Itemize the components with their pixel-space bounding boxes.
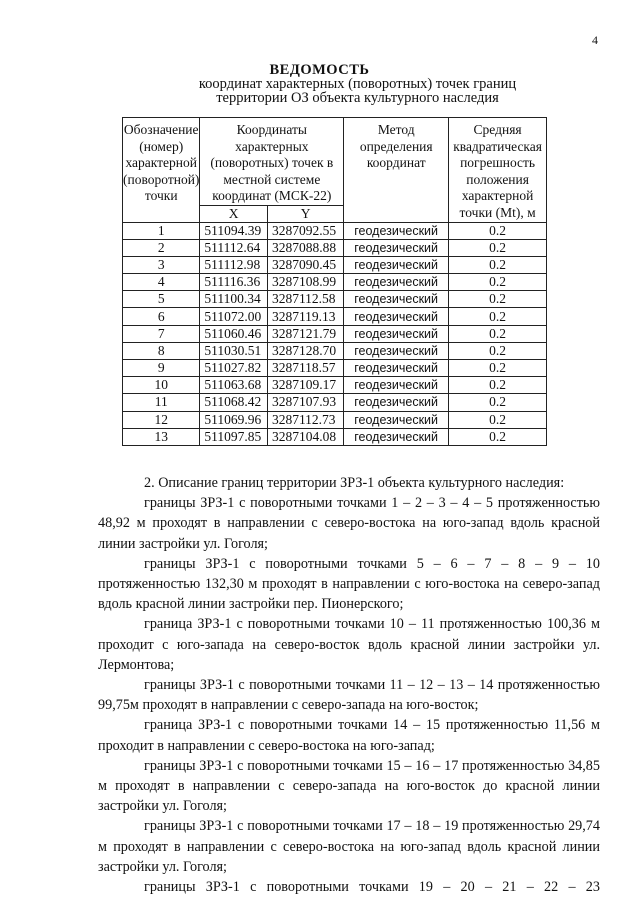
- table-row: [123, 325, 547, 342]
- y-coordinate-cell: 3287119.13: [267, 308, 343, 325]
- description-paragraph: граница ЗРЗ-1 с поворотными точками 14 – 15 протяженностью 11,56 м проходит в направлении с северо-востока на юго-запад;: [98, 717, 600, 754]
- header-point: Обозначение (номер) характерной (поворотной) точки: [123, 118, 200, 223]
- coordinates-table: [122, 117, 547, 446]
- error-cell: 0.2: [449, 377, 547, 394]
- point-number-cell: 8: [123, 342, 200, 359]
- x-coordinate-cell: 511100.34: [200, 291, 268, 308]
- point-number-cell: 11: [123, 394, 200, 411]
- method-cell: геодезический: [344, 342, 449, 359]
- table-row: [123, 239, 547, 256]
- point-number-cell: 13: [123, 428, 200, 445]
- x-coordinate-cell: 511116.36: [200, 274, 268, 291]
- y-coordinate-cell: 3287128.70: [267, 342, 343, 359]
- table-row: [123, 256, 547, 273]
- description-paragraph: границы ЗРЗ-1 с поворотными точками 1 – 2 – 3 – 4 – 5 протяженностью 48,92 м проходят в направлении с северо-востока на юго-запад вдоль красной линии застройки ул. Гоголя;: [98, 495, 600, 552]
- description-heading: 2. Описание границ территории ЗРЗ-1 объекта культурного наследия:: [144, 475, 565, 491]
- point-number-cell: 1: [123, 222, 200, 239]
- method-cell: геодезический: [344, 411, 449, 428]
- error-cell: 0.2: [449, 274, 547, 291]
- x-coordinate-cell: 511027.82: [200, 360, 268, 377]
- error-cell: 0.2: [449, 291, 547, 308]
- method-cell: геодезический: [344, 239, 449, 256]
- point-number-cell: 2: [123, 239, 200, 256]
- method-cell: геодезический: [344, 428, 449, 445]
- error-cell: 0.2: [449, 239, 547, 256]
- point-number-cell: 10: [123, 377, 200, 394]
- title-line-1: координат характерных (поворотных) точек границ: [198, 76, 517, 92]
- y-coordinate-cell: 3287092.55: [267, 222, 343, 239]
- y-coordinate-cell: 3287112.58: [267, 291, 343, 308]
- y-coordinate-cell: 3287108.99: [267, 274, 343, 291]
- table-row: [123, 411, 547, 428]
- y-coordinate-cell: 3287109.17: [267, 377, 343, 394]
- table-row: [123, 360, 547, 377]
- method-cell: геодезический: [344, 360, 449, 377]
- x-coordinate-cell: 511063.68: [200, 377, 268, 394]
- table-row: [123, 394, 547, 411]
- x-coordinate-cell: 511112.98: [200, 256, 268, 273]
- x-coordinate-cell: 511112.64: [200, 239, 268, 256]
- description-paragraph: границы ЗРЗ-1 с поворотными точками 5 – 6 – 7 – 8 – 9 – 10 протяженностью 132,30 м проходят в направлении с юго-востока на северо-запад вдоль красной линии застройки пер. Пионерского;: [98, 555, 600, 613]
- title-heading: ВЕДОМОСТЬ: [269, 62, 370, 78]
- description-paragraph: границы ЗРЗ-1 с поворотными точками 15 – 16 – 17 протяженностью 34,85 м проходят в направлении с северо-запада на юго-восток до красной линии застройки ул. Гоголя;: [98, 757, 600, 815]
- error-cell: 0.2: [449, 411, 547, 428]
- point-number-cell: 7: [123, 325, 200, 342]
- header-y: Y: [267, 205, 343, 222]
- y-coordinate-cell: 3287112.73: [267, 411, 343, 428]
- point-number-cell: 5: [123, 291, 200, 308]
- method-cell: геодезический: [344, 325, 449, 342]
- method-cell: геодезический: [344, 256, 449, 273]
- table-row: [123, 291, 547, 308]
- y-coordinate-cell: 3287107.93: [267, 394, 343, 411]
- x-coordinate-cell: 511060.46: [200, 325, 268, 342]
- header-x: X: [200, 205, 268, 222]
- point-number-cell: 6: [123, 308, 200, 325]
- point-number-cell: 12: [123, 411, 200, 428]
- x-coordinate-cell: 511097.85: [200, 428, 268, 445]
- y-coordinate-cell: 3287121.79: [267, 325, 343, 342]
- table-row: [123, 274, 547, 291]
- title-line-2: территории ОЗ объекта культурного наследия: [216, 90, 499, 106]
- x-coordinate-cell: 511030.51: [200, 342, 268, 359]
- method-cell: геодезический: [344, 308, 449, 325]
- error-cell: 0.2: [449, 222, 547, 239]
- method-cell: геодезический: [344, 394, 449, 411]
- boundary-description: [98, 473, 600, 897]
- error-cell: 0.2: [449, 428, 547, 445]
- error-cell: 0.2: [449, 394, 547, 411]
- error-cell: 0.2: [449, 325, 547, 342]
- table-row: [123, 428, 547, 445]
- table-row: [123, 342, 547, 359]
- error-cell: 0.2: [449, 308, 547, 325]
- header-method: Метод определения координат: [344, 118, 449, 223]
- table-row: [123, 308, 547, 325]
- description-paragraph: границы ЗРЗ-1 с поворотными точками 19 – 20 – 21 – 22 – 23: [144, 879, 600, 896]
- description-paragraph: границы ЗРЗ-1 с поворотными точками 11 – 12 – 13 – 14 протяженностью 99,75м проходят в направлении с северо-запада на юго-восток;: [98, 677, 600, 714]
- x-coordinate-cell: 511072.00: [200, 308, 268, 325]
- y-coordinate-cell: 3287104.08: [267, 428, 343, 445]
- document-title: [0, 63, 639, 105]
- header-error: Средняя квадратическая погрешность положения характерной точки (Mt), м: [449, 118, 547, 223]
- error-cell: 0.2: [449, 256, 547, 273]
- error-cell: 0.2: [449, 342, 547, 359]
- method-cell: геодезический: [344, 274, 449, 291]
- point-number-cell: 3: [123, 256, 200, 273]
- description-paragraph: граница ЗРЗ-1 с поворотными точками 10 – 11 протяженностью 100,36 м проходит с юго-запада на северо-восток вдоль красной линии застройки ул. Лермонтова;: [98, 616, 600, 673]
- method-cell: геодезический: [344, 291, 449, 308]
- table-row: [123, 222, 547, 239]
- point-number-cell: 4: [123, 274, 200, 291]
- x-coordinate-cell: 511068.42: [200, 394, 268, 411]
- error-cell: 0.2: [449, 360, 547, 377]
- table-row: [123, 377, 547, 394]
- x-coordinate-cell: 511094.39: [200, 222, 268, 239]
- method-cell: геодезический: [344, 222, 449, 239]
- header-coords: Координаты характерных (поворотных) точек в местной системе координат (МСК-22): [200, 118, 344, 206]
- method-cell: геодезический: [344, 377, 449, 394]
- description-paragraph: границы ЗРЗ-1 с поворотными точками 17 – 18 – 19 протяженностью 29,74 м проходят в направлении с северо-востока на юго-запад вдоль красной линии застройки ул. Гоголя;: [98, 818, 600, 875]
- y-coordinate-cell: 3287088.88: [267, 239, 343, 256]
- x-coordinate-cell: 511069.96: [200, 411, 268, 428]
- point-number-cell: 9: [123, 360, 200, 377]
- y-coordinate-cell: 3287118.57: [267, 360, 343, 377]
- y-coordinate-cell: 3287090.45: [267, 256, 343, 273]
- page-number: 4: [592, 33, 598, 47]
